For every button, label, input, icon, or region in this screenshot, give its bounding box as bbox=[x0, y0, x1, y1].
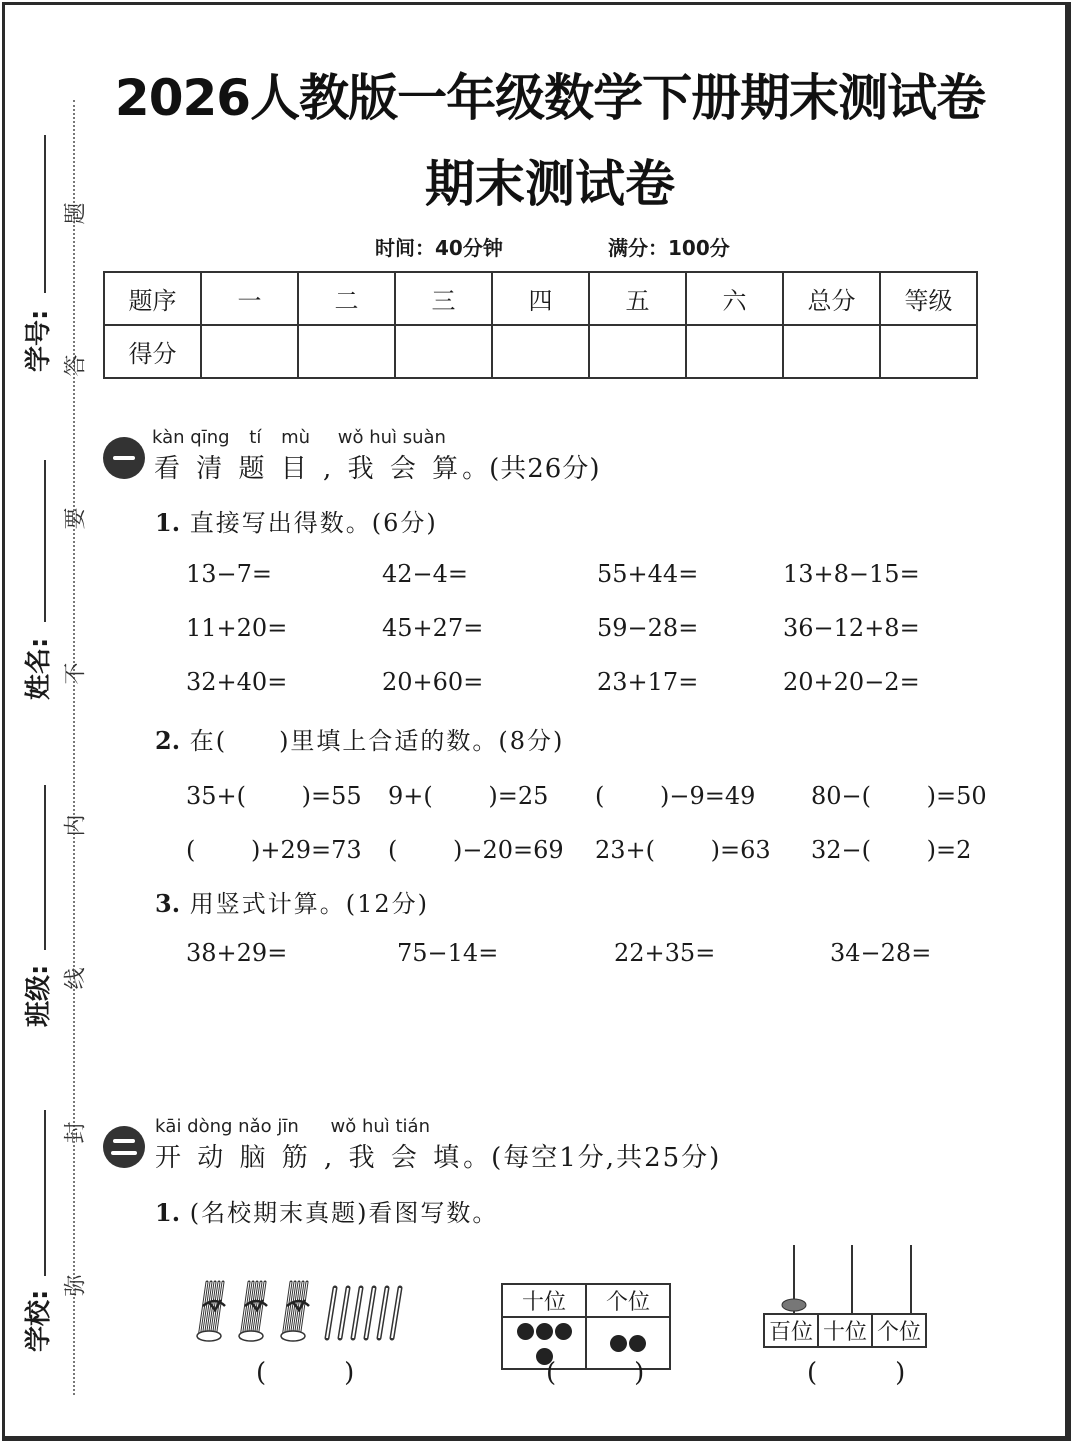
stick-bundles-figure bbox=[195, 1278, 410, 1344]
abacus-rod-ones bbox=[910, 1245, 912, 1315]
vertical-calc-item: 34−28= bbox=[830, 939, 932, 967]
score-header-cell: 五 bbox=[589, 272, 686, 325]
section-two-pinyin bbox=[155, 1116, 430, 1137]
seal-char: 内 bbox=[63, 814, 89, 837]
stick-bundle bbox=[197, 1282, 225, 1341]
full-score: 满分：100分 bbox=[608, 236, 730, 260]
single-stick-highlight bbox=[353, 1288, 361, 1338]
section-two-title bbox=[155, 1137, 721, 1174]
question-1-3 bbox=[155, 884, 429, 919]
single-stick-highlight bbox=[340, 1288, 348, 1338]
score-table bbox=[103, 271, 978, 379]
question-1-2 bbox=[155, 721, 564, 756]
abacus-place-labels bbox=[763, 1313, 927, 1348]
question-text: 在( )里填上合适的数。(8分) bbox=[189, 727, 565, 755]
question-text: (名校期末真题)看图写数。 bbox=[189, 1199, 499, 1227]
section-one-points: 。(共26分) bbox=[462, 454, 601, 484]
equation: 59−28= bbox=[597, 614, 699, 642]
abacus-label-hundreds: 百位 bbox=[764, 1314, 818, 1347]
pinyin-word: kāi dòng nǎo jīn bbox=[155, 1116, 299, 1137]
abacus-rod-tens bbox=[851, 1245, 853, 1315]
single-stick-highlight bbox=[392, 1288, 400, 1338]
seal-char: 弥 bbox=[63, 1274, 89, 1297]
student-id-line[interactable] bbox=[44, 135, 46, 293]
section-two-badge bbox=[103, 1126, 145, 1168]
score-cell[interactable] bbox=[298, 325, 395, 378]
equation: 36−12+8= bbox=[783, 614, 920, 642]
question-number: 1. bbox=[155, 508, 181, 537]
equation: 11+20= bbox=[186, 614, 288, 642]
score-table-score-row bbox=[104, 325, 977, 378]
equation: 32+40= bbox=[186, 668, 288, 696]
counter-dot bbox=[536, 1323, 553, 1340]
seal-char: 要 bbox=[63, 507, 89, 530]
fill-blank-equation[interactable]: 23+( )=63 bbox=[595, 836, 771, 864]
abacus-label-ones: 个位 bbox=[872, 1314, 926, 1347]
pinyin-word: wǒ huì tián bbox=[330, 1116, 430, 1137]
score-header-cell: 题序 bbox=[104, 272, 201, 325]
sticks-layer bbox=[197, 1282, 400, 1341]
equation: 45+27= bbox=[382, 614, 484, 642]
place-header-tens: 十位 bbox=[502, 1284, 586, 1317]
time-limit: 时间：40分钟 bbox=[375, 236, 503, 260]
section-one-number-mark bbox=[113, 456, 135, 460]
pinyin-word: mù bbox=[281, 427, 311, 448]
question-number: 3. bbox=[155, 889, 181, 918]
question-1-1 bbox=[155, 503, 438, 538]
section-two-number-mark bbox=[111, 1151, 137, 1155]
vertical-calc-item: 22+35= bbox=[614, 939, 716, 967]
student-id-label: 学号: bbox=[24, 309, 54, 372]
equation: 13−7= bbox=[186, 560, 273, 588]
abacus-bead bbox=[781, 1298, 807, 1312]
school-line[interactable] bbox=[44, 1110, 46, 1276]
equation: 23+17= bbox=[597, 668, 699, 696]
counter-dot bbox=[555, 1323, 572, 1340]
fill-blank-equation[interactable]: 80−( )=50 bbox=[811, 782, 987, 810]
section-two-number-mark bbox=[113, 1139, 135, 1143]
seal-char: 封 bbox=[63, 1121, 89, 1144]
abacus-label-tens: 十位 bbox=[818, 1314, 872, 1347]
equation: 20+20−2= bbox=[783, 668, 920, 696]
seal-char: 不 bbox=[63, 662, 89, 685]
section-one-pinyin bbox=[152, 427, 446, 448]
score-cell[interactable] bbox=[880, 325, 977, 378]
score-header-cell: 六 bbox=[686, 272, 783, 325]
question-2-1 bbox=[155, 1193, 498, 1228]
fill-blank-equation[interactable]: ( )−20=69 bbox=[388, 836, 564, 864]
score-header-cell: 一 bbox=[201, 272, 298, 325]
counter-dot bbox=[629, 1335, 646, 1352]
score-header-cell: 二 bbox=[298, 272, 395, 325]
equation: 20+60= bbox=[382, 668, 484, 696]
score-cell[interactable] bbox=[589, 325, 686, 378]
score-table-header-row bbox=[104, 272, 977, 325]
pinyin-word: wǒ huì suàn bbox=[337, 427, 446, 448]
score-header-cell: 三 bbox=[395, 272, 492, 325]
student-name-label: 姓名: bbox=[24, 637, 54, 700]
student-name-line[interactable] bbox=[44, 460, 46, 622]
vertical-calc-item: 75−14= bbox=[397, 939, 499, 967]
stick-bundle bbox=[239, 1282, 267, 1341]
equation: 55+44= bbox=[597, 560, 699, 588]
question-number: 1. bbox=[155, 1198, 181, 1227]
page-subtitle: 期末测试卷 bbox=[425, 155, 675, 213]
question-text: 用竖式计算。(12分) bbox=[189, 890, 429, 918]
section-two-points: 。(每空1分,共25分) bbox=[463, 1143, 722, 1173]
score-cell[interactable] bbox=[395, 325, 492, 378]
vertical-calc-item: 38+29= bbox=[186, 939, 288, 967]
seal-char: 题 bbox=[63, 202, 89, 225]
class-label: 班级: bbox=[24, 964, 54, 1027]
answer-parentheses[interactable]: ( ) bbox=[546, 1358, 645, 1388]
equation: 13+8−15= bbox=[783, 560, 920, 588]
score-header-cell: 总分 bbox=[783, 272, 880, 325]
score-cell[interactable] bbox=[492, 325, 589, 378]
score-cell[interactable] bbox=[686, 325, 783, 378]
section-two-title-text: 开 动 脑 筋 , 我 会 填 bbox=[155, 1143, 464, 1173]
question-text: 直接写出得数。(6分) bbox=[189, 509, 438, 537]
fill-blank-equation[interactable]: ( )−9=49 bbox=[595, 782, 756, 810]
fill-blank-equation[interactable]: 32−( )=2 bbox=[811, 836, 972, 864]
section-one-title-text: 看 清 题 目 , 我 会 算 bbox=[154, 454, 463, 484]
single-stick-highlight bbox=[379, 1288, 387, 1338]
answer-parentheses[interactable]: ( ) bbox=[807, 1358, 906, 1388]
single-stick-highlight bbox=[327, 1288, 335, 1338]
score-header-cell: 四 bbox=[492, 272, 589, 325]
equation: 42−4= bbox=[382, 560, 469, 588]
question-number: 2. bbox=[155, 726, 181, 755]
counter-dot bbox=[610, 1335, 627, 1352]
section-one-badge bbox=[103, 437, 145, 479]
place-header-ones: 个位 bbox=[586, 1284, 670, 1317]
pinyin-word: kàn qīng bbox=[152, 427, 230, 448]
score-cell[interactable] bbox=[783, 325, 880, 378]
score-cell[interactable] bbox=[201, 325, 298, 378]
section-one-title bbox=[154, 448, 601, 485]
answer-parentheses[interactable]: ( ) bbox=[256, 1358, 355, 1388]
single-stick-highlight bbox=[366, 1288, 374, 1338]
seal-char: 线 bbox=[63, 967, 89, 990]
fill-blank-equation[interactable]: ( )+29=73 bbox=[186, 836, 362, 864]
class-line[interactable] bbox=[44, 785, 46, 950]
score-header-cell: 等级 bbox=[880, 272, 977, 325]
pinyin-word: tí bbox=[249, 427, 262, 448]
fill-blank-equation[interactable]: 35+( )=55 bbox=[186, 782, 362, 810]
score-row-label: 得分 bbox=[104, 325, 201, 378]
stick-bundle bbox=[281, 1282, 309, 1341]
seal-dotted-line bbox=[73, 100, 75, 1395]
fill-blank-equation[interactable]: 9+( )=25 bbox=[388, 782, 549, 810]
school-label: 学校: bbox=[24, 1289, 54, 1352]
page-title: 2026人教版一年级数学下册期末测试卷 bbox=[114, 69, 986, 127]
counter-dot bbox=[517, 1323, 534, 1340]
seal-char: 答 bbox=[63, 354, 89, 377]
